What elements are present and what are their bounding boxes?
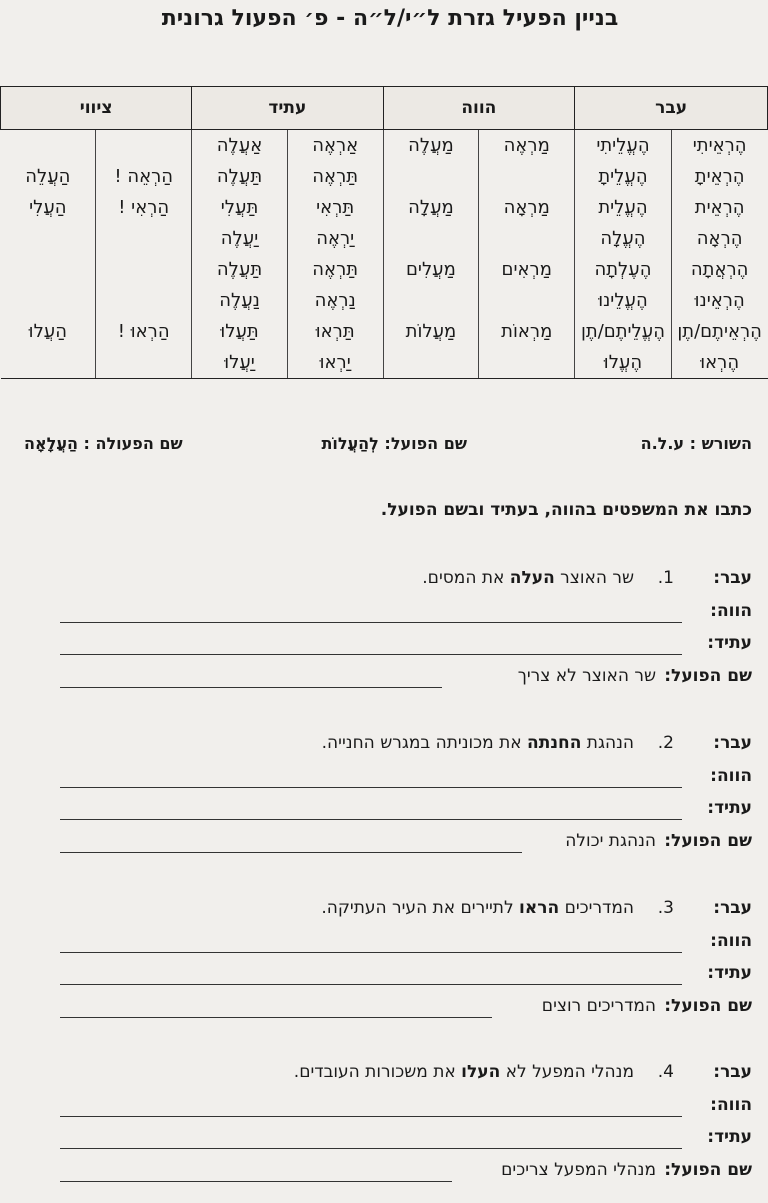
sentence-after: את משכורות העובדים. [293,1062,462,1082]
table-row [1,223,768,254]
infinitive-row-label: שם הפועל: [664,666,752,686]
exercise-infinitive-row [60,831,752,857]
exercise-past-row [60,733,752,759]
root-line [24,434,752,458]
table-cell: תַּעֲלִי [192,192,288,223]
header-future: עתיד [192,87,383,130]
table-row [1,347,768,379]
table-cell: תַּעֲלֶה [192,161,288,192]
exercise-sentence [294,1062,634,1082]
table-cell: תַּרְאִי [287,192,383,223]
table-cell: הֶרְאוּ [671,347,767,379]
table-cell: הֶעֱלָה [575,223,672,254]
present-answer-line[interactable] [60,952,682,953]
exercise-sentence [422,568,634,588]
root-label: השורש : ע.ל.ה [640,434,752,453]
table-cell: הַרְאוּ ! [96,316,192,347]
future-label: עתיד: [707,798,752,818]
table-cell: יַרְאֶה [287,223,383,254]
table-cell: אַרְאֶה [287,130,383,162]
present-label: הווה: [710,766,752,786]
table-cell [383,347,479,379]
exercise-number: 3. [657,898,674,918]
exercise-infinitive-row [60,1160,752,1186]
table-cell [1,254,96,285]
exercise-past-row [60,898,752,924]
infinitive-stem: שר האוצר לא צריך [517,666,656,686]
exercise-sentence [322,733,634,753]
table-row [1,254,768,285]
future-answer-line[interactable] [60,654,682,655]
table-cell: נַעֲלֶה [192,285,288,316]
present-answer-line[interactable] [60,787,682,788]
past-label: עבר: [713,1062,752,1082]
table-cell [1,347,96,379]
sentence-before: שר האוצר [554,568,634,588]
table-cell [383,161,479,192]
header-present: הווה [383,87,575,130]
table-cell: הַעֲלֵה [25,166,71,187]
sentence-verb: החנתה [527,733,582,753]
future-label: עתיד: [707,963,752,983]
infinitive-stem: הנהגת יכולה [565,831,656,851]
infinitive-row-label: שם הפועל: [664,996,752,1016]
exercise-number: 1. [657,568,674,588]
exercise-past-row [60,568,752,594]
table-row [1,285,768,316]
table-cell: הַרְאֵה ! [96,161,192,192]
infinitive-stem: מנהלי המפעל צריכים [501,1160,656,1180]
conjugation-table [0,86,768,379]
verbal-noun-label: שם הפעולה : הַעֲלָאָה [24,434,183,453]
exercise-future-row [60,1127,752,1153]
sentence-verb: העלו [461,1062,501,1082]
table-cell [1,130,96,162]
table-cell: הֶעֱלֵיתֶם/תֶן [575,316,672,347]
conjugation-body [1,130,768,379]
exercise-present-row [60,1095,752,1121]
table-cell: מַעֲלוֹת [383,316,479,347]
exercise-number: 4. [657,1062,674,1082]
table-cell [96,223,192,254]
exercise-present-row [60,766,752,792]
table-cell: הַעֲלִי [29,197,67,218]
infinitive-answer-line[interactable] [60,1017,492,1018]
exercise-past-row [60,1062,752,1088]
table-cell [1,285,96,316]
table-cell: תַּרְאֶה [287,254,383,285]
table-cell: מַעֲלִים [383,254,479,285]
present-answer-line[interactable] [60,622,682,623]
infinitive-answer-line[interactable] [60,852,522,853]
table-row [1,130,768,162]
table-cell: מַרְאִים [479,254,575,285]
table-cell: יַרְאוּ [287,347,383,379]
instructions: כתבו את המשפטים בהווה, בעתיד ובשם הפועל. [380,500,752,520]
future-answer-line[interactable] [60,819,682,820]
table-cell [383,285,479,316]
exercise-future-row [60,963,752,989]
table-cell: מַרְאוֹת [479,316,575,347]
table-row [1,192,768,223]
exercise-infinitive-row [60,666,752,692]
table-cell [96,347,192,379]
table-row [1,316,768,347]
table-cell: הֶעֱלֵיתָ [575,161,672,192]
exercise-future-row [60,798,752,824]
table-cell: תַּרְאוּ [287,316,383,347]
exercise-number: 2. [657,733,674,753]
table-cell: הֶרְאֲתָה [671,254,767,285]
exercise-sentence [321,898,634,918]
past-label: עבר: [713,733,752,753]
table-cell [383,223,479,254]
table-cell: יַעֲלוּ [192,347,288,379]
table-cell [96,285,192,316]
header-past: עבר [575,87,768,130]
present-answer-line[interactable] [60,1116,682,1117]
table-cell: אַעֲלֶה [192,130,288,162]
table-cell [96,130,192,162]
infinitive-answer-line[interactable] [60,1181,452,1182]
table-cell [479,285,575,316]
sentence-after: את המסים. [422,568,510,588]
table-cell: הַרְאִי ! [96,192,192,223]
sentence-verb: העלה [509,568,555,588]
table-cell: יַעֲלֶה [192,223,288,254]
infinitive-row-label: שם הפועל: [664,1160,752,1180]
infinitive-label: שם הפועל: לְהַעֲלוֹת [321,434,467,453]
exercise-infinitive-row [60,996,752,1022]
table-cell [479,223,575,254]
table-cell: הֶעֱלֵיתִי [575,130,672,162]
table-cell: מַרְאֶה [479,130,575,162]
header-imperative: ציווי [1,87,192,130]
past-label: עבר: [713,898,752,918]
future-answer-line[interactable] [60,1148,682,1149]
table-header-row [1,87,768,130]
table-cell [479,161,575,192]
sentence-before: מנהלי המפעל לא [500,1062,634,1082]
present-label: הווה: [710,601,752,621]
table-cell: הֶעֱלֵית [575,192,672,223]
sentence-after: לתיירים את העיר העתיקה. [321,898,520,918]
table-cell: תַּרְאֶה [287,161,383,192]
future-label: עתיד: [707,1127,752,1147]
sentence-before: המדריכים [559,898,634,918]
table-cell: הֶרְאֵית [671,192,767,223]
table-cell: הַעֲלוּ [28,321,68,342]
table-cell [1,223,96,254]
table-cell: מַרְאָה [479,192,575,223]
infinitive-answer-line[interactable] [60,687,442,688]
sentence-verb: הראו [519,898,560,918]
future-label: עתיד: [707,633,752,653]
infinitive-row-label: שם הפועל: [664,831,752,851]
table-cell: הֶעֱלוּ [575,347,672,379]
page-title: בניין הפעיל גזרת ל״י/ל״ה - פ׳ הפעול גרונית [161,6,619,31]
table-cell: הֶרְאֵיתִי [671,130,767,162]
table-cell: הֶעֱלֵינוּ [575,285,672,316]
present-label: הווה: [710,931,752,951]
sentence-before: הנהגת [581,733,634,753]
table-cell: הֶרְאֵיתָ [671,161,767,192]
exercise-future-row [60,633,752,659]
table-cell: נַרְאֶה [287,285,383,316]
past-label: עבר: [713,568,752,588]
future-answer-line[interactable] [60,984,682,985]
table-cell: תַּעֲלוּ [192,316,288,347]
exercise-present-row [60,931,752,957]
table-cell: מַעֲלָה [383,192,479,223]
infinitive-stem: המדריכים רוצים [541,996,656,1016]
sentence-after: את מכוניתה במגרש החנייה. [321,733,528,753]
table-row [1,161,768,192]
table-cell: הֶעֶלְתָה [575,254,672,285]
table-cell [96,254,192,285]
present-label: הווה: [710,1095,752,1115]
table-cell [479,347,575,379]
table-cell: הֶרְאָה [671,223,767,254]
table-cell: מַעֲלֶה [383,130,479,162]
table-cell: תַּעֲלֶה [192,254,288,285]
exercise-present-row [60,601,752,627]
table-cell: הֶרְאֵיתֶם/תֶן [671,316,767,347]
table-cell: הֶרְאֵינוּ [671,285,767,316]
